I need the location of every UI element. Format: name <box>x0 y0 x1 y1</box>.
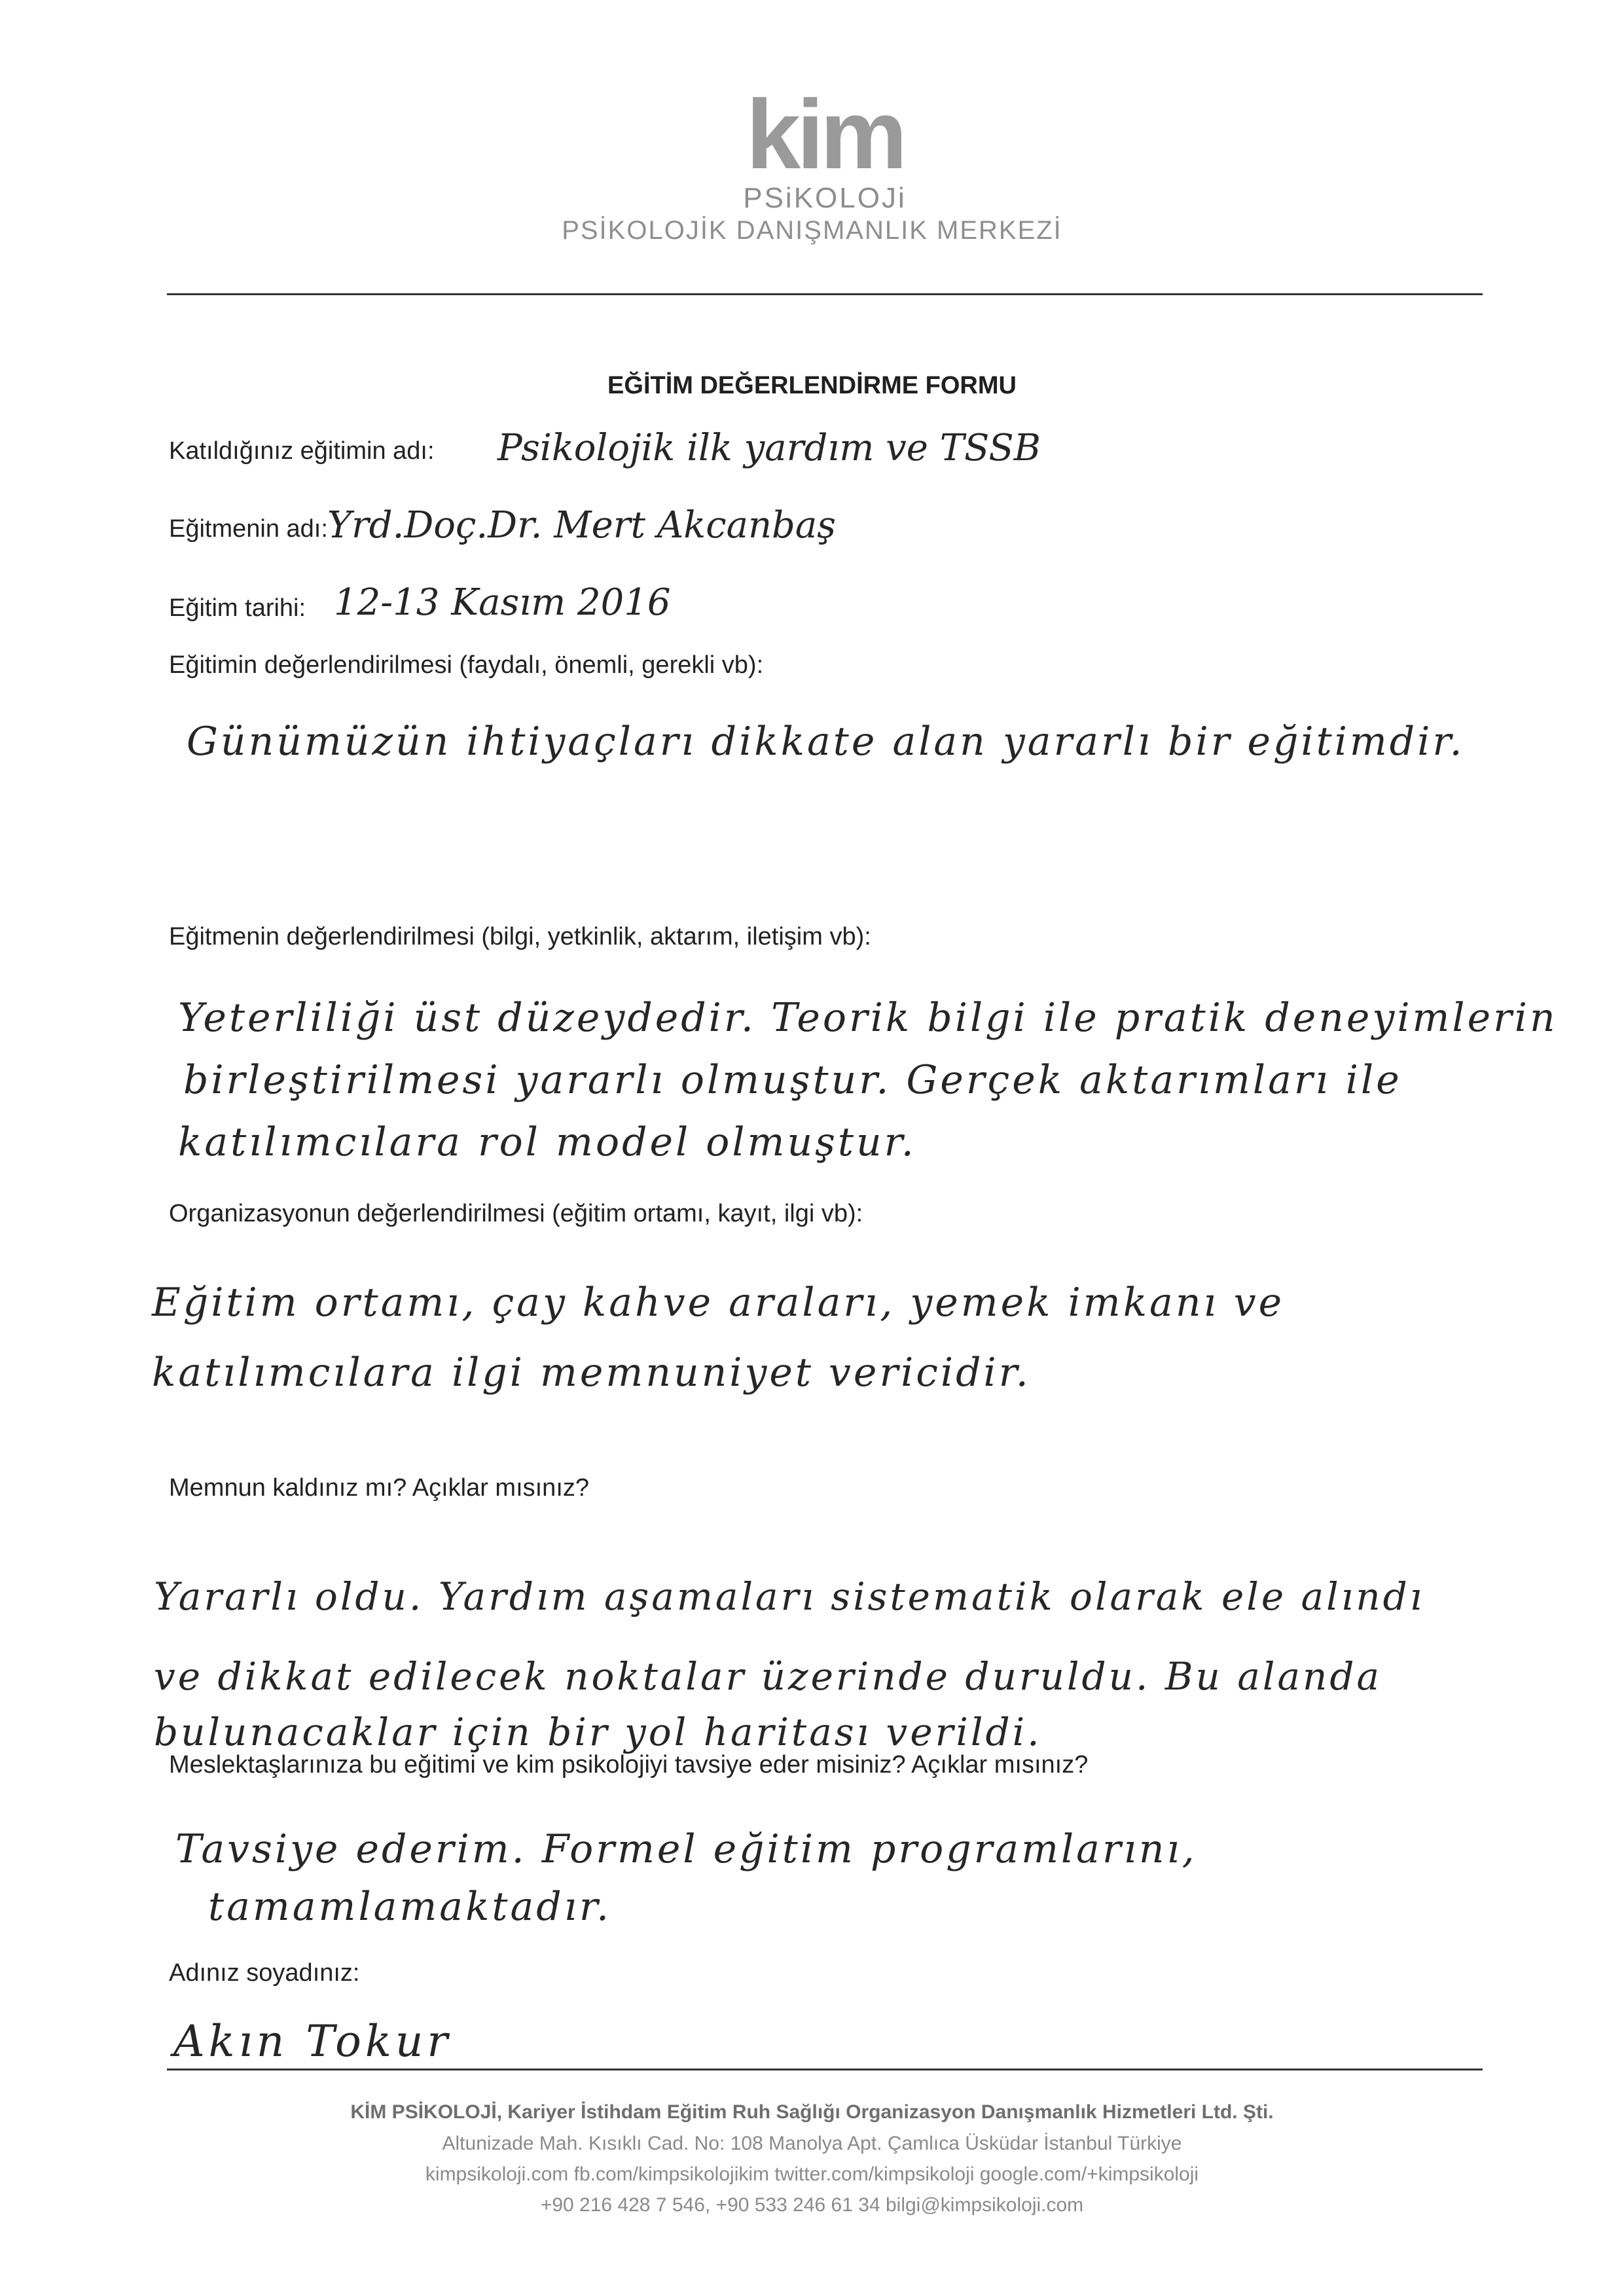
field-label-training-date: Eğitim tarihi: <box>169 594 306 622</box>
answer-line[interactable]: katılımcılara rol model olmuştur. <box>178 1119 916 1165</box>
header-divider <box>167 293 1483 295</box>
form-title: EĞİTİM DEĞERLENDİRME FORMU <box>607 372 1017 399</box>
field-label-training-name: Katıldığınız eğitimin adı: <box>169 437 435 465</box>
footer-contact: +90 216 428 7 546, +90 533 246 61 34 bilgi@kimpsikoloji.com <box>540 2194 1084 2216</box>
footer-company-text: KİM PSİKOLOJİ, Kariyer İstihdam Eğitim Ruh Sağlığı Organizasyon Danışmanlık Hizmetleri Ltd. Şti. <box>350 2101 1274 2123</box>
answer-line[interactable]: birleştirilmesi yararlı olmuştur. Gerçek aktarımları ile <box>183 1057 1402 1103</box>
answer-line[interactable]: Eğitim ortamı, çay kahve araları, yemek imkanı ve <box>152 1280 1285 1326</box>
footer-divider <box>167 2069 1483 2070</box>
name-label: Adınız soyadınız: <box>169 1959 360 1987</box>
question-label-satisfaction: Memnun kaldınız mı? Açıklar mısınız? <box>169 1474 590 1502</box>
answer-line[interactable]: tamamlamaktadır. <box>208 1884 612 1930</box>
field-answer-training-name[interactable]: Psikolojik ilk yardım ve TSSB <box>497 427 1041 469</box>
footer-address: Altunizade Mah. Kısıklı Cad. No: 108 Manolya Apt. Çamlıca Üsküdar İstanbul Türkiye <box>442 2133 1182 2154</box>
field-label-trainer-name: Eğitmenin adı: <box>169 515 328 543</box>
field-answer-training-date[interactable]: 12-13 Kasım 2016 <box>334 581 671 624</box>
answer-line[interactable]: Yeterliliği üst düzeydedir. Teorik bilgi ile pratik deneyimlerin <box>178 995 1558 1041</box>
company-logo <box>727 79 923 236</box>
answer-line[interactable]: Tavsiye ederim. Formel eğitim programlarını, <box>175 1826 1197 1872</box>
answer-line[interactable]: katılımcılara ilgi memnuniyet vericidir. <box>152 1350 1031 1396</box>
question-label-organization-evaluation: Organizasyonun değerlendirilmesi (eğitim ortamı, kayıt, ilgi vb): <box>169 1200 863 1227</box>
question-label-trainer-evaluation: Eğitmenin değerlendirilmesi (bilgi, yetkinlik, aktarım, iletişim vb): <box>169 923 871 950</box>
logo-brand-text: kim <box>746 79 904 189</box>
answer-line[interactable]: bulunacaklar için bir yol haritası verildi. <box>154 1710 1042 1754</box>
field-answer-trainer-name[interactable]: Yrd.Doç.Dr. Mert Akcanbaş <box>327 504 836 547</box>
footer-company <box>0 2101 1624 2123</box>
logo-subtitle: PSiKOLOJi <box>743 182 907 214</box>
center-name: PSİKOLOJİK DANIŞMANLIK MERKEZİ <box>562 216 1062 245</box>
answer-line[interactable]: Yararlı oldu. Yardım aşamaları sistematik olarak ele alındı <box>154 1574 1425 1619</box>
question-label-recommendation: Meslektaşlarınıza bu eğitimi ve kim psikolojiyi tavsiye eder misiniz? Açıklar mısınız? <box>169 1751 1089 1779</box>
answer-line[interactable]: Günümüzün ihtiyaçları dikkate alan yararlı bir eğitimdir. <box>187 719 1465 765</box>
question-label-training-evaluation: Eğitimin değerlendirilmesi (faydalı, önemli, gerekli vb): <box>169 651 764 679</box>
name-answer[interactable]: Akın Tokur <box>173 2016 452 2067</box>
answer-line[interactable]: ve dikkat edilecek noktalar üzerinde duruldu. Bu alanda <box>154 1654 1382 1699</box>
footer-web: kimpsikoloji.com fb.com/kimpsikolojikim twitter.com/kimpsikoloji google.com/+kimpsikoloji <box>425 2163 1199 2185</box>
